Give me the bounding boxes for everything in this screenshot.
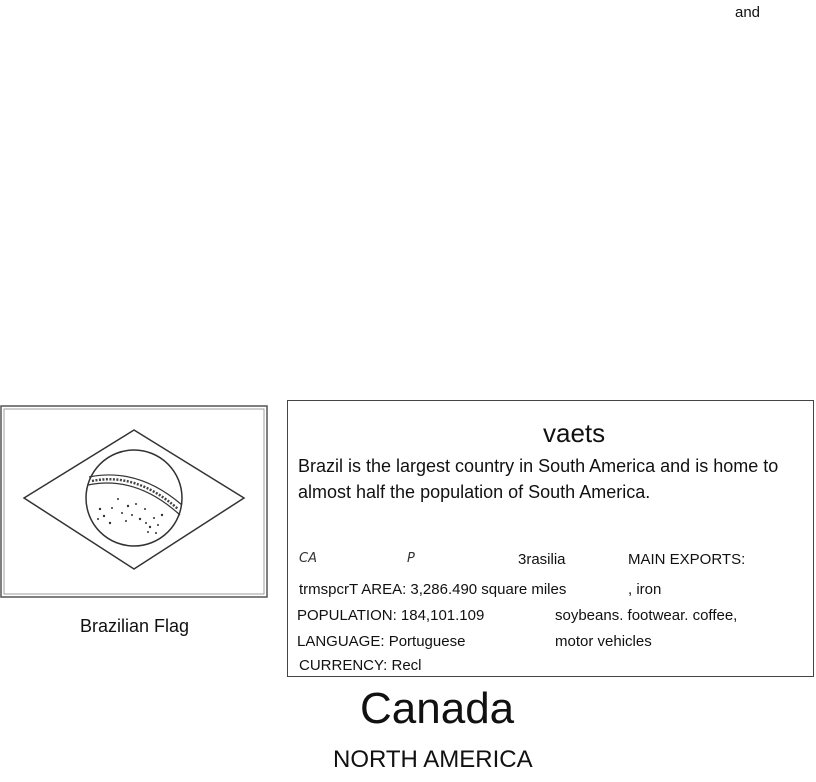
flag-stars	[97, 498, 163, 534]
flag-banner-lettering	[92, 479, 178, 509]
flag-diamond	[24, 430, 244, 569]
capital-mark: P	[407, 551, 415, 566]
section-subheading: NORTH AMERICA	[333, 746, 533, 773]
flag-caption: Brazilian Flag	[80, 616, 190, 636]
exports-line-2: soybeans. footwear. coffee,	[555, 607, 738, 624]
exports-line-1: , iron	[628, 581, 662, 598]
currency-line: CURRENCY: Recl	[299, 657, 422, 674]
language-line: LANGUAGE: Portuguese	[297, 633, 466, 650]
section-heading: Canada	[360, 684, 515, 733]
top-text-fragment: and	[735, 4, 761, 21]
facts-title: vaets	[543, 418, 606, 448]
capital-value: 3rasilia	[518, 551, 566, 568]
flag-globe	[86, 450, 182, 546]
brazil-flag-image	[0, 405, 268, 598]
population-line: POPULATION: 184,101.109	[297, 607, 485, 624]
facts-intro: Brazil is the largest country in South America and is home to almost half the population of South America.	[298, 456, 779, 502]
flag-inner-border	[4, 409, 264, 594]
main-exports-label: MAIN EXPORTS:	[628, 551, 746, 568]
exports-line-3: motor vehicles	[555, 633, 652, 650]
capital-label: CA	[299, 551, 317, 566]
area-line: trmspcrT AREA: 3,286.490 square miles	[299, 581, 567, 598]
